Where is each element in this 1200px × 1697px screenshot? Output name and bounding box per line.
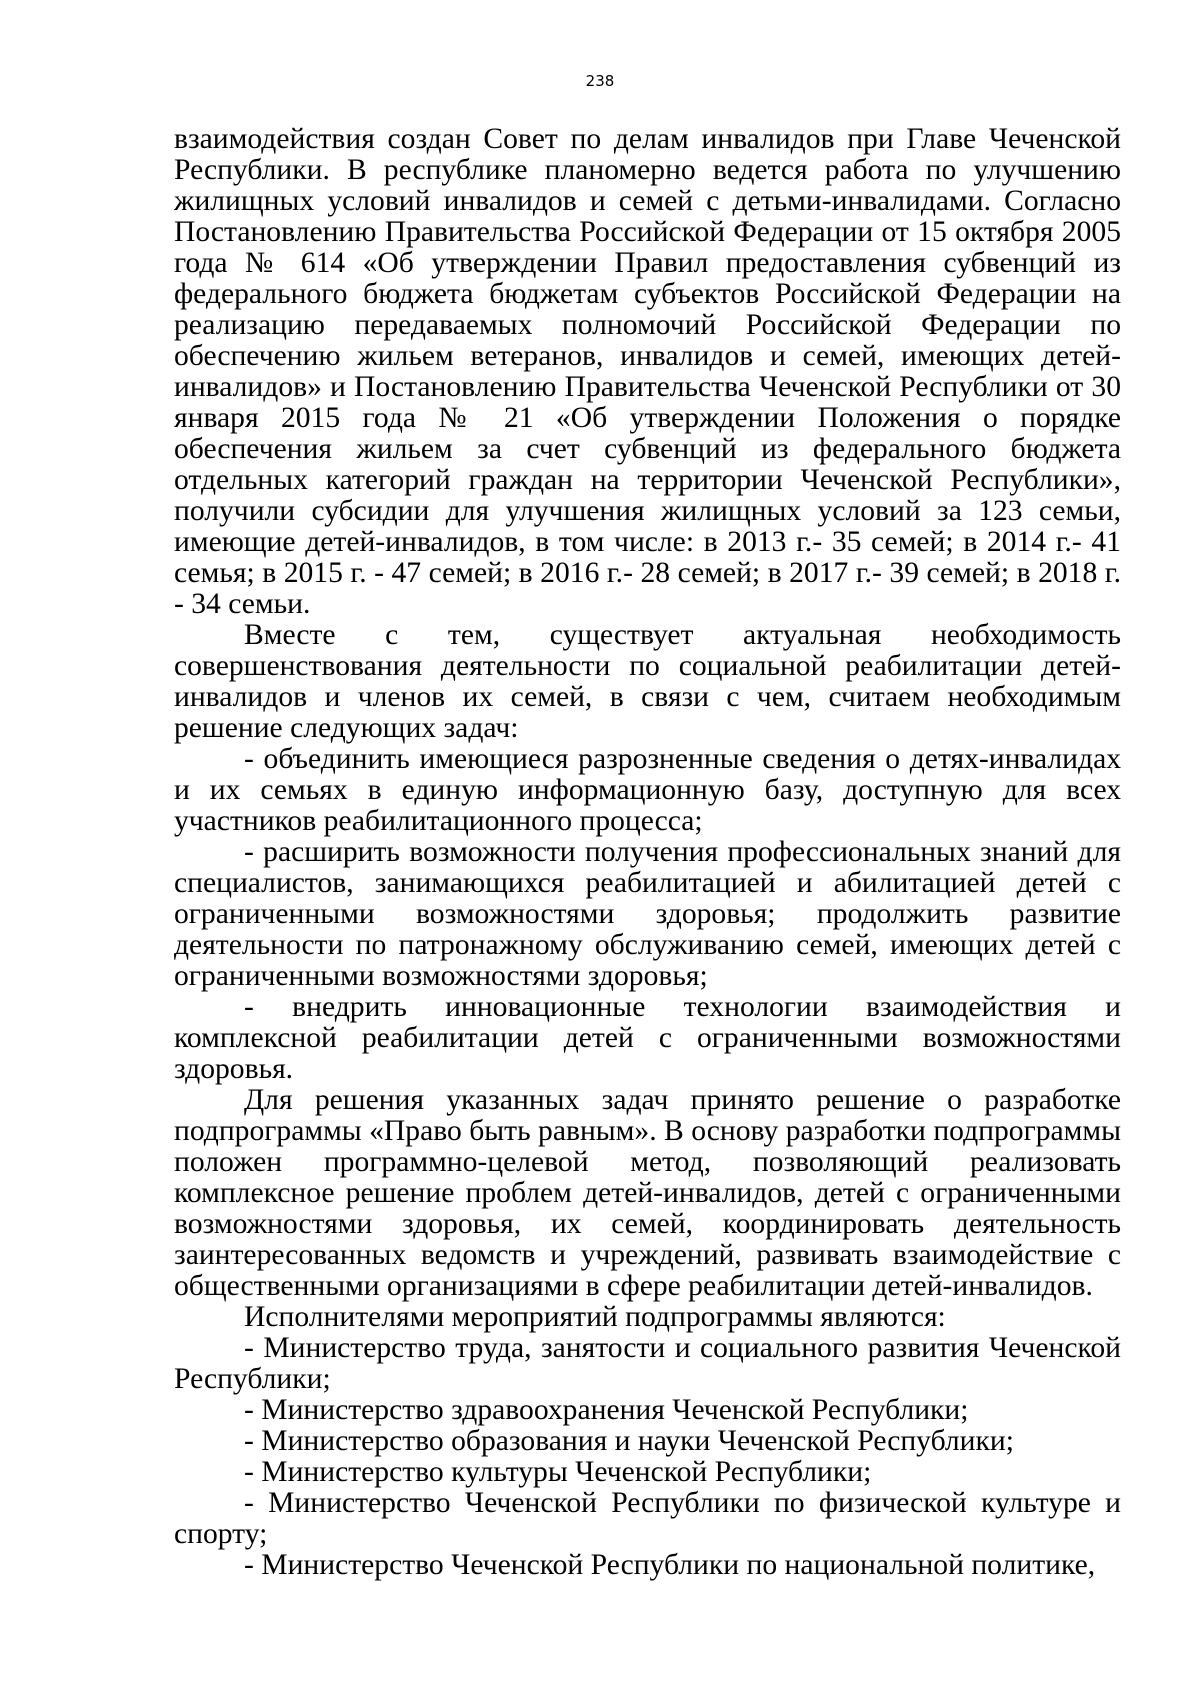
list-item-task-database: - объединить имеющиеся разрозненные сведения о детях-инвалидах и их семьях в единую информационную базу, доступную для всех участников реабилитационного процесса; [174,743,1121,837]
list-item-executor-sport: - Министерство Чеченской Республики по физической культуре и спорту; [174,1487,1121,1550]
list-item-task-training: - расширить возможности получения профессиональных знаний для специалистов, занимающихся реабилитацией и абилитацией детей с ограниченными возможностями здоровья; продолжить развитие деятельности по патронажному обслуживанию семей, имеющих детей с ограниченными возможностями здоровья; [174,836,1121,992]
list-item-executor-health: - Министерство здравоохранения Чеченской Республики; [244,1394,969,1426]
paragraph-subprogram: Для решения указанных задач принято решение о разработке подпрограммы «Право быть равным». В основу разработки подпрограммы положен программно-целевой метод, позволяющий реализовать комплексное решение проблем детей-инвалидов, детей с ограниченными возможностями здоровья, их семей, координировать деятельность заинтересованных ведомств и учреждений, развивать взаимодействие с общественными организациями в сфере реабилитации детей-инвалидов. [174,1084,1121,1302]
list-item-executor-culture: - Министерство культуры Чеченской Республики; [244,1456,872,1488]
paragraph-tasks-intro: Вместе с тем, существует актуальная необходимость совершенствования деятельности по социальной реабилитации детей-инвалидов и членов их семей, в связи с чем, считаем необходимым решение следующих задач: [174,619,1121,744]
paragraph-executors-intro: Исполнителями мероприятий подпрограммы являются: [244,1301,946,1333]
document-body [174,124,1121,1581]
paragraph-housing-subsidies: взаимодействия создан Совет по делам инвалидов при Главе Чеченской Республики. В республике планомерно ведется работа по улучшению жилищных условий инвалидов и семей с детьми-инвалидами. Согласно Постановлению Правительства Российской Федерации от 15 октября 2005 года № 614 «Об утверждении Правил предоставления субвенций из федерального бюджета бюджетам субъектов Российской Федерации на реализацию передаваемых полномочий Российской Федерации по обеспечению жильем ветеранов, инвалидов и семей, имеющих детей-инвалидов» и Постановлению Правительства Чеченской Республики от 30 января 2015 года № 21 «Об утверждении Положения о порядке обеспечения жильем за счет субвенций из федерального бюджета отдельных категорий граждан на территории Чеченской Республики», получили субсидии для улучшения жилищных условий за 123 семьи, имеющие детей-инвалидов, в том числе: в 2013 г.- 35 семей; в 2014 г.- 41 семья; в 2015 г. - 47 семей; в 2016 г.- 28 семей; в 2017 г.- 39 семей; в 2018 г. - 34 семьи. [174,123,1121,620]
list-item-executor-national-policy: - Министерство Чеченской Республики по национальной политике, [244,1549,1096,1581]
list-item-executor-labor: - Министерство труда, занятости и социального развития Чеченской Республики; [174,1332,1121,1395]
list-item-executor-education: - Министерство образования и науки Чеченской Республики; [244,1425,1014,1457]
page-number: 238 [585,72,615,90]
list-item-task-innovation: - внедрить инновационные технологии взаимодействия и комплексной реабилитации детей с ограниченными возможностями здоровья. [174,991,1121,1085]
